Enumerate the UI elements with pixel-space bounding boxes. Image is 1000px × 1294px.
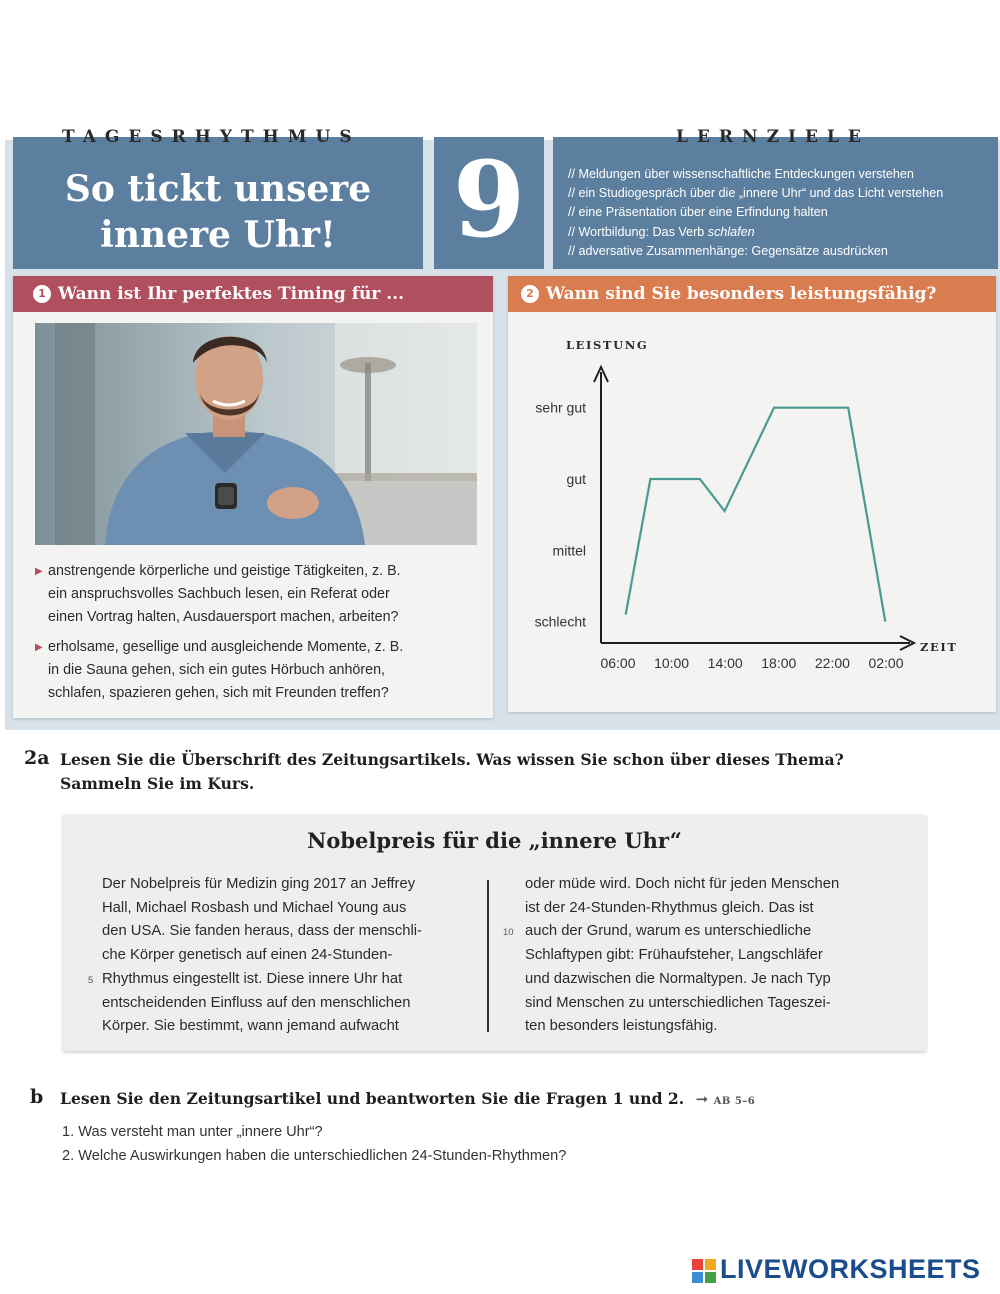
chart-x-tick-label: 22:00: [814, 655, 850, 671]
article-line: Körper. Sie bestimmt, wann jemand aufwacht: [102, 1018, 399, 1035]
article-line: Schlaftypen gibt: Frühaufsteher, Langschläfer: [525, 947, 823, 964]
timing-bullets: [35, 560, 475, 712]
liveworksheets-watermark: LIVEWORKSHEETS: [720, 1254, 981, 1284]
question-item: 2. Welche Auswirkungen haben die unterschiedlichen 24-Stunden-Rhythmen?: [62, 1148, 567, 1164]
goals-kicker: LERNZIELE: [676, 127, 870, 147]
chart-x-tick-label: 10:00: [654, 655, 690, 671]
question-item: 1. Was versteht man unter „innere Uhr“?: [62, 1124, 323, 1140]
goals-list: [568, 165, 943, 261]
article-line: sind Menschen zu unterschiedlichen Tageszei-: [525, 994, 831, 1011]
goal-item: // Meldungen über wissenschaftliche Entdeckungen verstehen: [568, 167, 914, 181]
chart-x-tick-label: 02:00: [868, 655, 904, 671]
article-line: den USA. Sie fanden heraus, dass der menschli-: [102, 923, 422, 940]
article-line: Rhythmus eingestellt ist. Diese innere Uhr hat: [102, 970, 403, 987]
chapter-title-line2: innere Uhr!: [100, 214, 336, 256]
chart-x-tick-label: 18:00: [761, 655, 797, 671]
chart-y-tick-label: schlecht: [534, 613, 586, 630]
article-line: oder müde wird. Doch nicht für jeden Menschen: [525, 876, 840, 892]
chart-ylabel: LEISTUNG: [566, 338, 649, 352]
bullet-triangle-icon: ▶: [35, 642, 43, 653]
bullet-line: anstrengende körperliche und geistige Tätigkeiten, z. B.: [48, 563, 401, 579]
panel-performance-heading: [521, 284, 936, 304]
workbook-reference: AB 5–6: [713, 1096, 756, 1107]
article-line: und dazwischen die Normaltypen. Je nach Typ: [525, 970, 831, 987]
goal-item-text: // Wortbildung: Das Verb: [568, 224, 708, 239]
goal-item: // adversative Zusammenhänge: Gegensätze ausdrücken: [568, 243, 888, 258]
arrow-right-icon: ➞: [695, 1090, 709, 1108]
goal-item: [568, 223, 943, 242]
liveworksheets-logo-icon: [692, 1259, 716, 1283]
article-line: Hall, Michael Rosbash und Michael Young aus: [102, 899, 407, 916]
panel-performance-heading-text: Wann sind Sie besonders leistungsfähig?: [546, 284, 937, 304]
line-number-10: 10: [503, 927, 514, 938]
article-line: entscheidenden Einfluss auf den menschlichen: [102, 994, 411, 1011]
article-line: auch der Grund, warum es unterschiedliche: [525, 923, 812, 940]
list-item: [35, 560, 475, 629]
chart-x-tick-label: 14:00: [707, 655, 743, 671]
article-title: Nobelpreis für die „innere Uhr“: [307, 828, 682, 853]
list-item: [35, 636, 475, 705]
article-line: che Körper genetisch auf einen 24-Stunden-: [102, 947, 393, 964]
article-line: ten besonders leistungsfähig.: [525, 1018, 718, 1035]
photo-man-checking-watch: [35, 323, 477, 545]
chapter-number: 9: [452, 138, 526, 261]
bullet-line: schlafen, spazieren gehen, sich mit Freunden treffen?: [48, 685, 389, 701]
question-list: [62, 1120, 566, 1168]
goal-item: // eine Präsentation über eine Erfindung halten: [568, 205, 828, 220]
column-divider: [487, 880, 489, 1032]
article-column-1: [102, 873, 422, 1039]
chapter-title: [13, 166, 423, 258]
chart-y-tick-label: mittel: [552, 542, 586, 559]
task-2a-instructions: [60, 748, 844, 796]
article-line: Der Nobelpreis für Medizin ging 2017 an Jeffrey: [102, 876, 416, 892]
bullet-line: in die Sauna gehen, sich ein gutes Hörbuch anhören,: [48, 662, 386, 678]
line-number-5: 5: [88, 975, 94, 986]
task-2a-line2: Sammeln Sie im Kurs.: [60, 774, 255, 793]
task-number-2a: 2a: [24, 747, 50, 769]
bullet-line: einen Vortrag halten, Ausdauersport machen, arbeiten?: [48, 609, 399, 625]
bullet-triangle-icon: ▶: [35, 566, 43, 577]
article-column-2: [525, 873, 839, 1039]
chart-xlabel: ZEIT: [920, 640, 958, 654]
bullet-line: ein anspruchsvolles Sachbuch lesen, ein Referat oder: [48, 586, 390, 602]
panel-timing-heading: [33, 284, 404, 304]
chapter-kicker: TAGESRHYTHMUS: [62, 127, 361, 147]
bullet-line: erholsame, gesellige und ausgleichende Momente, z. B.: [48, 639, 404, 655]
chart-y-tick-label: sehr gut: [535, 399, 586, 416]
chart-x-tick-label: 06:00: [600, 655, 636, 671]
panel-number-badge: 1: [33, 285, 51, 303]
panel-number-badge: 2: [521, 285, 539, 303]
goal-item: // ein Studiogespräch über die „innere Uhr“ und das Licht verstehen: [568, 186, 944, 201]
chart-series-line: [626, 408, 886, 622]
task-number-b: b: [30, 1086, 44, 1108]
panel-timing-heading-text: Wann ist Ihr perfektes Timing für ...: [58, 284, 405, 304]
task-b-instructions: [60, 1087, 755, 1114]
goal-item-italic: schlafen: [707, 224, 755, 239]
task-2a-line1: Lesen Sie die Überschrift des Zeitungsartikels. Was wissen Sie schon über dieses Thema?: [60, 750, 844, 769]
chapter-title-line1: So tickt unsere: [64, 168, 372, 210]
task-b-text: Lesen Sie den Zeitungsartikel und beantworten Sie die Fragen 1 und 2.: [60, 1089, 685, 1108]
performance-chart: [508, 312, 996, 712]
photo-illustration: [35, 323, 477, 545]
chart-y-tick-label: gut: [566, 470, 586, 487]
article-line: ist der 24-Stunden-Rhythmus gleich. Das ist: [525, 899, 814, 916]
